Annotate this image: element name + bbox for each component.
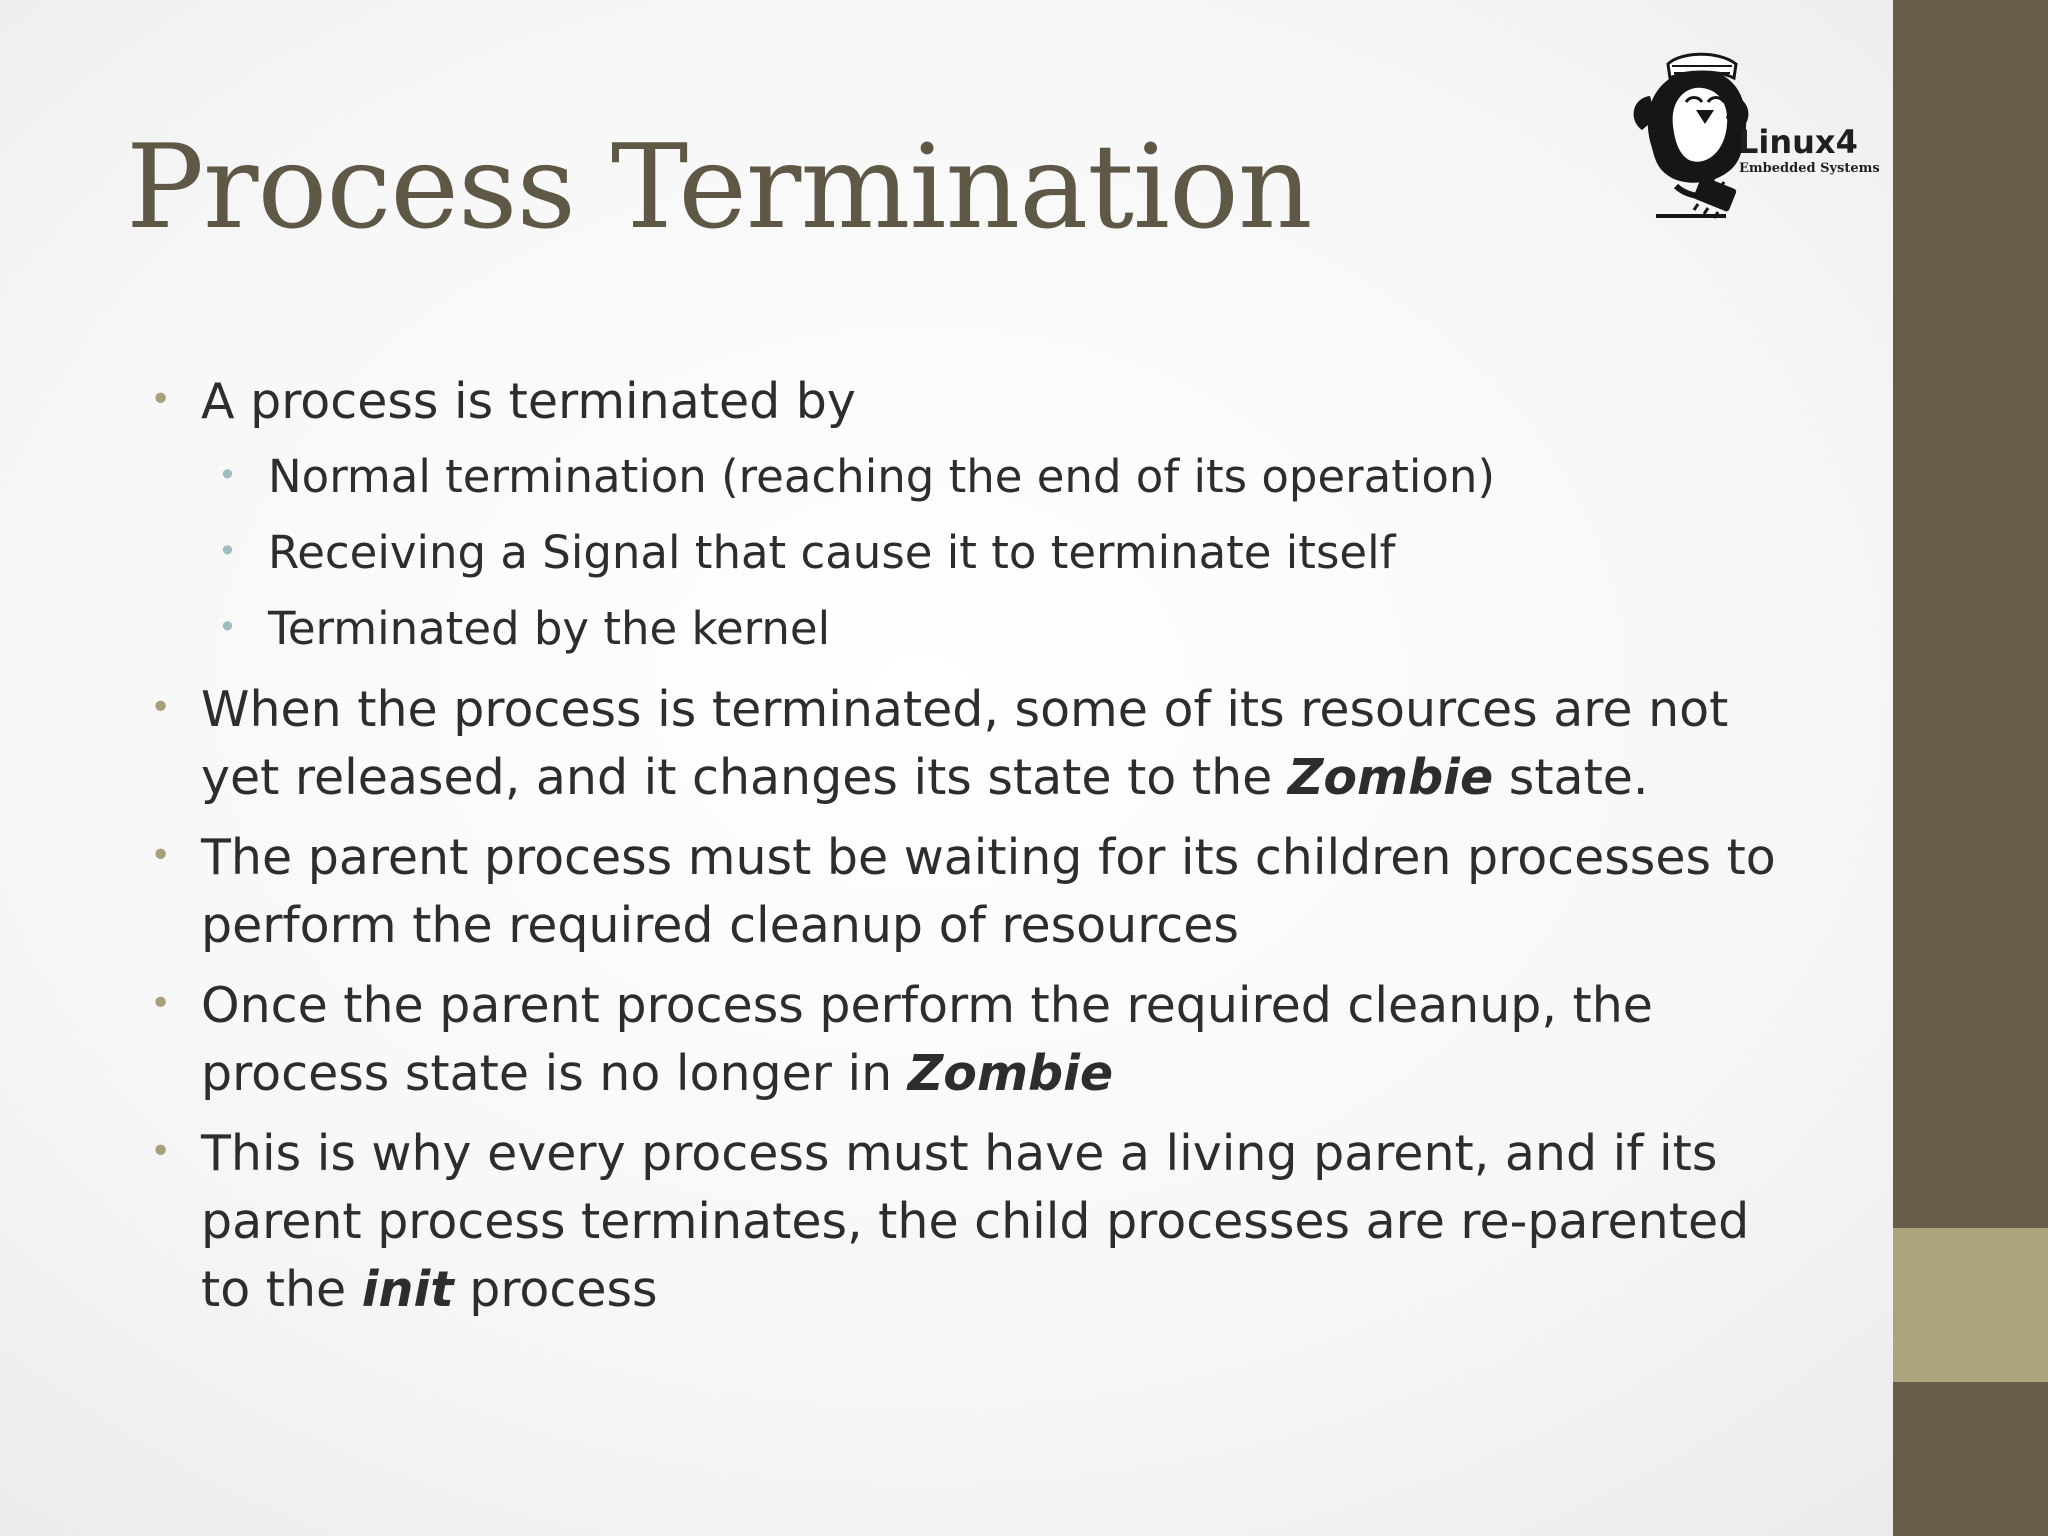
sub-bullet-marker: • <box>218 532 237 570</box>
bullet-text: process <box>453 1261 658 1318</box>
slide-right-accent <box>1893 1228 2048 1382</box>
emphasized-term: Zombie <box>1287 749 1494 806</box>
emphasized-term: Zombie <box>907 1045 1114 1102</box>
bullet-text: A process is terminated by <box>201 373 856 430</box>
bullet-text: The parent process must be waiting for its children processes to perform the required cleanup of resources <box>201 829 1776 954</box>
sub-bullet-marker: • <box>218 608 237 646</box>
bullet-marker: • <box>150 983 172 1024</box>
bullet-text: state. <box>1493 749 1649 806</box>
logo-brand-name: Linux <box>1738 123 1836 161</box>
logo-tagline: Embedded Systems <box>1739 161 1880 176</box>
sub-bullet-item <box>150 518 1790 588</box>
bullet-item <box>150 676 1790 812</box>
bullet-item <box>150 972 1790 1108</box>
bullet-item <box>150 368 1790 436</box>
bullet-text: Normal termination (reaching the end of its operation) <box>268 450 1495 503</box>
bullet-marker: • <box>150 835 172 876</box>
sub-bullet-item <box>150 594 1790 664</box>
slide-title: Process Termination <box>126 120 1312 255</box>
bullet-text: Receiving a Signal that cause it to terminate itself <box>268 526 1396 579</box>
bullet-text: This is why every process must have a living parent, and if its parent process terminates, the child processes are re-parented to the <box>201 1125 1750 1318</box>
sub-bullet-item <box>150 442 1790 512</box>
bullet-item <box>150 1120 1790 1324</box>
logo-brand-text <box>1738 123 1858 161</box>
emphasized-term: init <box>361 1261 454 1318</box>
sub-bullet-marker: • <box>218 456 237 494</box>
bullet-marker: • <box>150 1131 172 1172</box>
bullet-marker: • <box>150 687 172 728</box>
bullet-text: When the process is terminated, some of its resources are not yet released, and it changes its state to the <box>201 681 1729 806</box>
bullet-item <box>150 824 1790 960</box>
bullet-text: Once the parent process perform the required cleanup, the process state is no longer in <box>201 977 1653 1102</box>
logo-brand-number: 4 <box>1835 123 1858 161</box>
bullet-marker: • <box>150 379 172 420</box>
bullet-text: Terminated by the kernel <box>268 602 831 655</box>
slide-bullet-list <box>150 368 1790 1324</box>
linux4-logo <box>1628 48 1880 228</box>
